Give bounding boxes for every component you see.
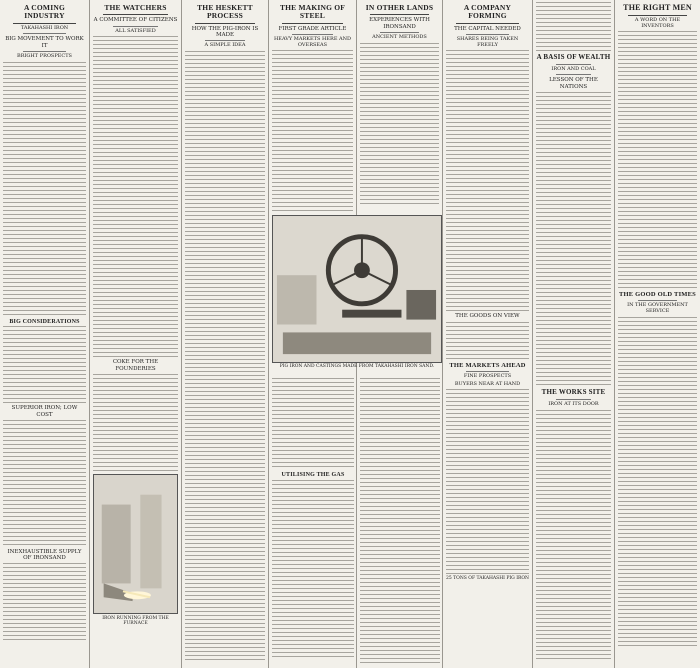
divider bbox=[370, 14, 429, 15]
figure-caption: 25 TONS OF TAKAHASHI PIG IRON bbox=[446, 576, 529, 582]
article-text bbox=[446, 322, 529, 360]
subhead: FIRST GRADE ARTICLE bbox=[278, 25, 347, 32]
divider bbox=[103, 14, 168, 15]
furnace-photo bbox=[93, 474, 178, 614]
column-making-of-steel-continued bbox=[272, 378, 354, 660]
castings-figure-block bbox=[272, 215, 442, 372]
article-text bbox=[3, 326, 86, 404]
divider bbox=[556, 74, 591, 75]
subhead: THE CAPITAL NEEDED bbox=[454, 25, 521, 32]
divider bbox=[23, 33, 66, 34]
divider bbox=[466, 34, 509, 35]
subhead: A WORD ON THE INVENTORS bbox=[634, 16, 681, 29]
castings-illustration bbox=[273, 216, 441, 362]
subhead: IRON AND COAL bbox=[551, 65, 596, 72]
castings-photo bbox=[272, 215, 442, 363]
article-text bbox=[3, 62, 86, 317]
subhead: HEAVY MARKETS HERE AND OVERSEAS bbox=[273, 35, 352, 48]
headline: A COMPANY FORMING bbox=[463, 3, 512, 21]
subhead: IRON AT ITS DOOR bbox=[548, 400, 599, 407]
divider bbox=[638, 300, 677, 301]
headline: THE HESKETT PROCESS bbox=[197, 3, 253, 21]
figure-caption: IRON RUNNING FROM THE FURNACE bbox=[102, 615, 169, 627]
subhead: BIG MOVEMENT TO WORK IT bbox=[5, 36, 84, 49]
article-text bbox=[536, 410, 611, 660]
divider bbox=[205, 40, 245, 41]
column-other-lands-continued bbox=[360, 378, 440, 663]
subhead: A SIMPLE IDEA bbox=[204, 42, 246, 49]
divider bbox=[380, 32, 419, 33]
section-heading: SUPERIOR IRON; LOW COST bbox=[11, 405, 78, 418]
section-heading: THE MARKETS AHEAD bbox=[449, 361, 526, 369]
divider bbox=[556, 399, 591, 400]
divider bbox=[556, 64, 591, 65]
headline: THE MAKING OF STEEL bbox=[279, 3, 346, 21]
article-text bbox=[272, 480, 354, 660]
section-heading: A BASIS OF WEALTH bbox=[536, 53, 611, 61]
subhead: EXPERIENCES WITH IRONSAND bbox=[369, 17, 430, 30]
column-watchers bbox=[90, 0, 182, 668]
subhead: LESSON OF THE NATIONS bbox=[549, 77, 598, 90]
article-text bbox=[618, 317, 697, 647]
article-text bbox=[536, 2, 611, 52]
article-text bbox=[93, 374, 178, 472]
article-text bbox=[272, 378, 354, 470]
column-basis-of-wealth bbox=[533, 0, 615, 668]
divider bbox=[282, 23, 343, 24]
article-text bbox=[446, 50, 529, 312]
article-text bbox=[360, 378, 440, 663]
section-heading: COKE FOR THE FOUNDERIES bbox=[112, 359, 159, 372]
section-heading: BIG CONSIDERATIONS bbox=[9, 318, 80, 325]
article-text bbox=[3, 563, 86, 643]
figure-caption: PIG IRON AND CASTINGS MADE FROM TAKAHASHI IRON SAND. bbox=[279, 364, 435, 369]
article-text bbox=[3, 420, 86, 548]
subhead: ANCIENT METHODS bbox=[372, 33, 427, 40]
column-heskett-process bbox=[182, 0, 269, 668]
article-text bbox=[446, 389, 529, 575]
section-heading: THE GOODS ON VIEW bbox=[455, 313, 520, 320]
section-heading: INEXHAUSTIBLE SUPPLY OF IRONSAND bbox=[7, 548, 82, 562]
subhead: IN THE GOVERNMENT SERVICE bbox=[627, 302, 688, 315]
divider bbox=[113, 26, 158, 27]
section-heading: UTILISING THE GAS bbox=[281, 472, 345, 478]
furnace-illustration bbox=[94, 475, 177, 613]
article-text bbox=[536, 92, 611, 387]
headline: THE RIGHT MEN bbox=[623, 3, 692, 12]
subhead: A COMMITTEE OF CITIZENS bbox=[93, 17, 178, 24]
dateline: TAKAHASHI IRON bbox=[20, 24, 69, 31]
section-heading: THE GOOD OLD TIMES bbox=[619, 291, 696, 299]
subhead: FINE PROSPECTS bbox=[463, 372, 512, 379]
article-text bbox=[272, 50, 353, 214]
column-right-men bbox=[615, 0, 700, 668]
headline: A COMING INDUSTRY bbox=[24, 3, 65, 21]
article-text bbox=[93, 36, 178, 358]
article-text bbox=[185, 51, 265, 661]
column-company-forming bbox=[443, 0, 533, 668]
subhead: HOW THE PIG-IRON IS MADE bbox=[191, 25, 259, 38]
divider bbox=[195, 23, 255, 24]
subhead: ALL SATISFIED bbox=[115, 27, 156, 34]
article-text bbox=[618, 31, 697, 289]
subhead: BRIGHT PROSPECTS bbox=[17, 52, 72, 59]
divider bbox=[292, 34, 333, 35]
divider bbox=[23, 51, 66, 52]
divider bbox=[466, 371, 509, 372]
column-coming-industry bbox=[0, 0, 90, 668]
subhead: SHARES BEING TAKEN FREELY bbox=[456, 35, 519, 48]
headline: THE WATCHERS bbox=[104, 3, 167, 12]
divider bbox=[456, 23, 519, 24]
subhead: BUYERS NEAR AT HAND bbox=[454, 380, 521, 387]
article-text bbox=[360, 43, 439, 207]
divider bbox=[628, 15, 687, 16]
headline: IN OTHER LANDS bbox=[365, 3, 434, 12]
section-heading: THE WORKS SITE bbox=[541, 388, 606, 397]
divider bbox=[13, 23, 76, 24]
